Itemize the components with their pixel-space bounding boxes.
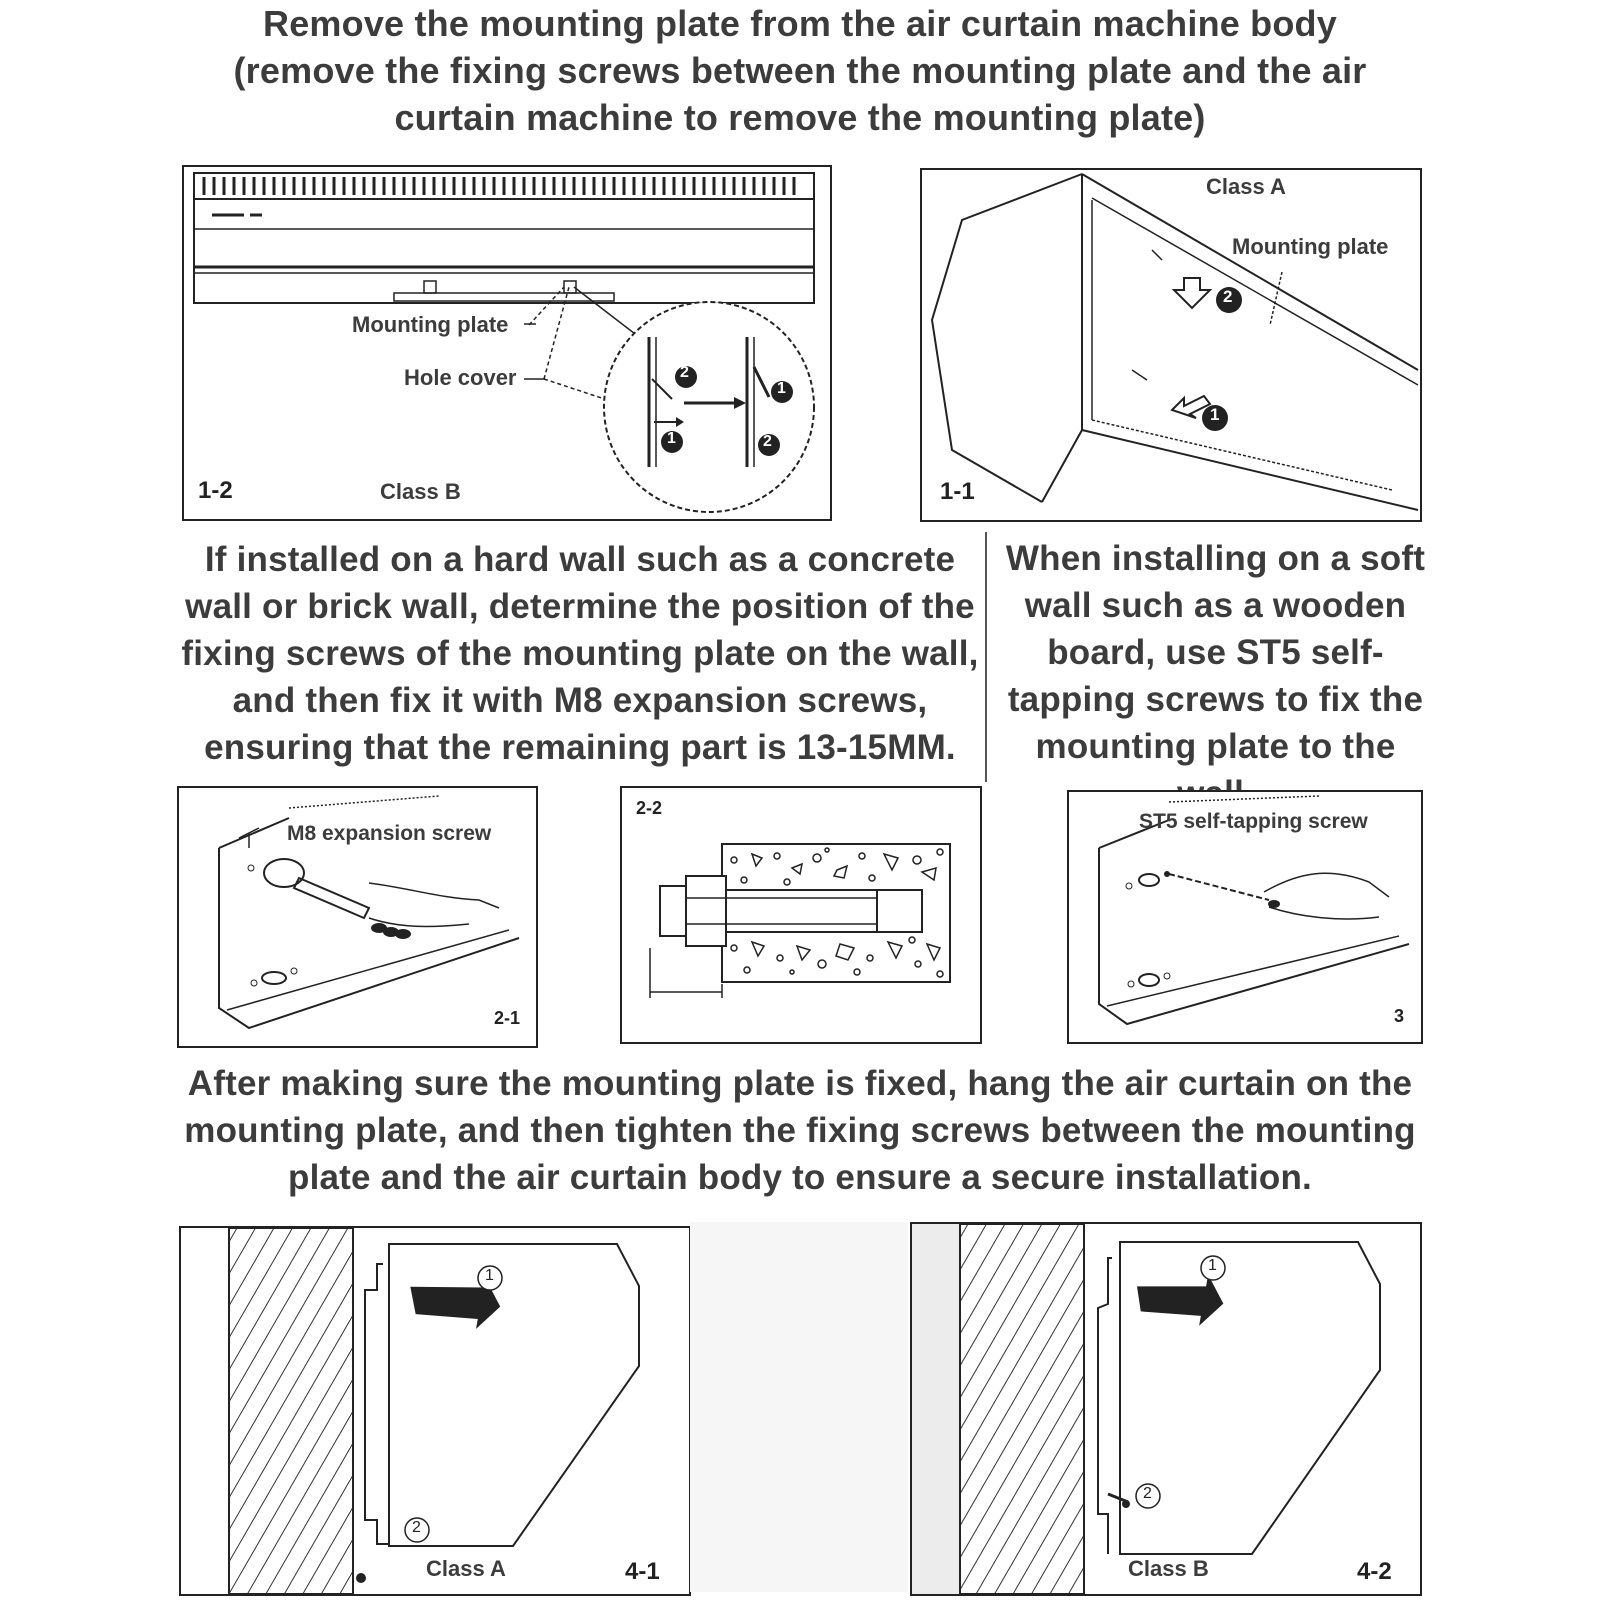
- step-1-number: 1: [485, 1267, 494, 1284]
- mounting-plate-label: Mounting plate: [352, 312, 509, 337]
- step-2-number: 2: [1143, 1485, 1152, 1502]
- figure-number: 1-1: [940, 478, 975, 505]
- step-1-number: 1: [667, 430, 676, 447]
- hard-wall-instructions: If installed on a hard wall such as a concrete wall or brick wall, determine the position of the fixing screws of the mounting plate on the wall, and then fix it with M8 expansion screws, ensuring that the remaining part is 13-15MM.: [181, 540, 979, 767]
- figure-number: 4-1: [625, 1558, 660, 1585]
- class-label: Class A: [1206, 174, 1286, 199]
- page-title: Remove the mounting plate from the air curtain machine body (remove the fixing screws between the mounting plate and the air curtain machine to remove the mounting plate): [233, 3, 1367, 138]
- hanging-instructions: After making sure the mounting plate is fixed, hang the air curtain on the mounting plate, and then tighten the fixing screws between the mounting plate and the air curtain body to ensure a secure installation.: [184, 1064, 1416, 1197]
- figure-number: 1-2: [198, 477, 233, 504]
- step-1-number: 1: [1210, 405, 1220, 424]
- figure-3: [1067, 790, 1423, 1044]
- class-label: Class B: [1128, 1556, 1209, 1581]
- hole-cover-label: Hole cover: [404, 365, 517, 390]
- hanging-class-a-drawing: [181, 1228, 689, 1594]
- figure-number: 2-1: [494, 1008, 521, 1028]
- soft-wall-instructions: When installing on a soft wall such as a wooden board, use ST5 self-tapping screws to fix the mounting plate to the: [1005, 539, 1426, 766]
- class-label: Class B: [380, 479, 461, 504]
- hanging-class-b-drawing: [912, 1224, 1420, 1594]
- figure-2-1: [177, 786, 538, 1048]
- figure-1-2: [182, 165, 832, 521]
- step-1-number: 1: [1208, 1257, 1217, 1274]
- blank-gap: [690, 1222, 908, 1592]
- figure-number: 3: [1394, 1006, 1405, 1026]
- mounting-plate-label: Mounting plate: [1232, 234, 1389, 259]
- step-2-number: 2: [680, 364, 689, 381]
- figure-number: 2-2: [636, 798, 663, 818]
- figure-2-2: [620, 786, 982, 1044]
- expansion-screw-label: M8 expansion screw: [287, 822, 492, 845]
- figure-1-1: [920, 168, 1422, 522]
- figure-4-2: [910, 1222, 1422, 1596]
- step-1-number: 1: [777, 380, 786, 397]
- figure-number: 4-2: [1357, 1558, 1392, 1585]
- class-label: Class A: [426, 1556, 506, 1581]
- figure-4-1: [179, 1226, 691, 1596]
- air-curtain-class-b-drawing: [184, 167, 830, 519]
- step-2-number: 2: [763, 433, 772, 450]
- air-curtain-class-a-drawing: [922, 170, 1420, 520]
- self-tapping-screw-label: ST5 self-tapping screw: [1139, 810, 1368, 833]
- step-2-number: 2: [412, 1519, 421, 1536]
- expansion-bolt-cross-section: [622, 788, 980, 1042]
- step-2-number: 2: [1223, 287, 1233, 306]
- column-divider: [985, 532, 987, 782]
